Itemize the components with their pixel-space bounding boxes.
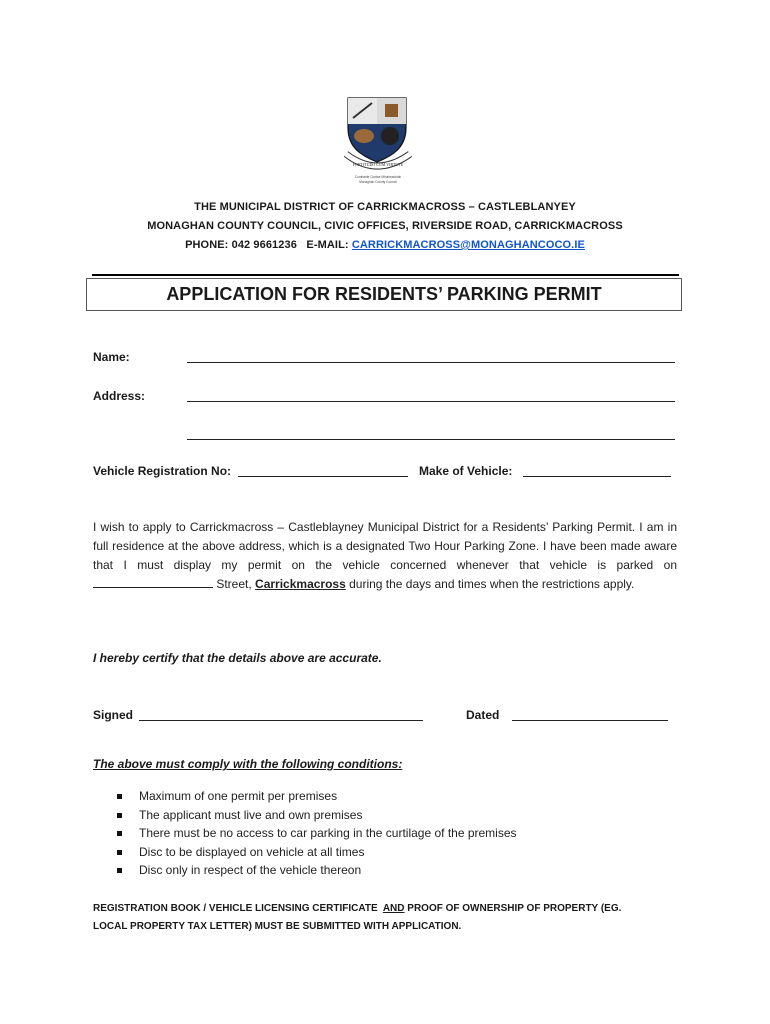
list-item xyxy=(117,824,517,843)
make-of-vehicle-field[interactable] xyxy=(523,476,671,477)
make-of-vehicle-label: Make of Vehicle: xyxy=(419,464,513,478)
condition-text: Disc to be displayed on vehicle at all times xyxy=(139,844,365,859)
list-item xyxy=(117,806,517,825)
town-name: Carrickmacross xyxy=(255,577,346,591)
bullet-icon xyxy=(117,831,122,836)
condition-text: Maximum of one permit per premises xyxy=(139,789,338,803)
form-title: APPLICATION FOR RESIDENTS’ PARKING PERMIT xyxy=(86,278,682,311)
svg-text:Comhairle Contae Mhuineacháin: Comhairle Contae Mhuineacháin xyxy=(354,175,402,179)
email-link[interactable]: CARRICKMACROSS@MONAGHANCOCO.IE xyxy=(351,239,585,251)
requirements-line1 xyxy=(93,900,693,918)
header-district: THE MUNICIPAL DISTRICT OF CARRICKMACROSS – CASTLEBLANYEY xyxy=(194,201,576,213)
signed-label: Signed xyxy=(93,708,134,722)
certification-statement: I hereby certify that the details above are accurate. xyxy=(93,651,382,665)
date-field[interactable] xyxy=(512,720,668,721)
dated-label: Dated xyxy=(466,708,500,722)
council-crest-logo xyxy=(336,94,432,188)
list-item xyxy=(117,861,517,880)
vehicle-registration-label: Vehicle Registration No: xyxy=(93,464,232,478)
bullet-icon xyxy=(117,850,122,855)
address-field-line1[interactable] xyxy=(187,401,675,402)
condition-text: There must be no access to car parking in the curtilage of the premises xyxy=(139,826,517,841)
name-field[interactable] xyxy=(187,362,675,363)
requirements-line2: LOCAL PROPERTY TAX LETTER) MUST BE SUBMITTED WITH APPLICATION. xyxy=(93,921,462,932)
condition-text: Disc only in respect of the vehicle thereon xyxy=(139,863,362,878)
name-label: Name: xyxy=(93,350,130,364)
declaration-paragraph xyxy=(93,518,677,594)
title-rule xyxy=(92,274,679,276)
submission-requirements xyxy=(93,900,693,936)
requirements-and: AND xyxy=(382,903,405,914)
address-label: Address: xyxy=(93,389,146,403)
street-field[interactable] xyxy=(93,577,213,588)
list-item xyxy=(117,843,517,862)
svg-text:FORTITUDO CUM VIRTUTE: FORTITUDO CUM VIRTUTE xyxy=(352,162,404,167)
declaration-text-2: Street, xyxy=(213,577,256,591)
bullet-icon xyxy=(117,794,122,799)
header-phone: PHONE: 042 9661236 E-MAIL: xyxy=(185,239,352,251)
signature-field[interactable] xyxy=(139,720,423,721)
bullet-icon xyxy=(117,813,122,818)
vehicle-registration-field[interactable] xyxy=(238,476,408,477)
list-item xyxy=(117,787,517,806)
header-contact xyxy=(0,239,770,251)
requirements-text-1: REGISTRATION BOOK / VEHICLE LICENSING CERTIFICATE xyxy=(93,903,383,914)
declaration-text-1: I wish to apply to Carrickmacross – Castleblayney Municipal District for a Residents’ Parking Permit. I am in full residence at the above address, which is a designated Two Hour Parking Zone. I have been made aware that I must display my permit on the vehicle concerned whenever that vehicle is parked on xyxy=(93,520,677,572)
conditions-list xyxy=(117,787,517,880)
svg-text:Monaghan County Council: Monaghan County Council xyxy=(359,180,397,184)
header-address: MONAGHAN COUNTY COUNCIL, CIVIC OFFICES, RIVERSIDE ROAD, CARRICKMACROSS xyxy=(147,220,623,232)
address-field-line2[interactable] xyxy=(187,439,675,440)
condition-text: The applicant must live and own premises xyxy=(139,807,363,822)
conditions-heading: The above must comply with the following conditions: xyxy=(93,757,403,771)
requirements-text-2: PROOF OF OWNERSHIP OF PROPERTY (EG. xyxy=(404,903,622,914)
bullet-icon xyxy=(117,868,122,873)
declaration-text-3: during the days and times when the restrictions apply. xyxy=(345,577,635,591)
